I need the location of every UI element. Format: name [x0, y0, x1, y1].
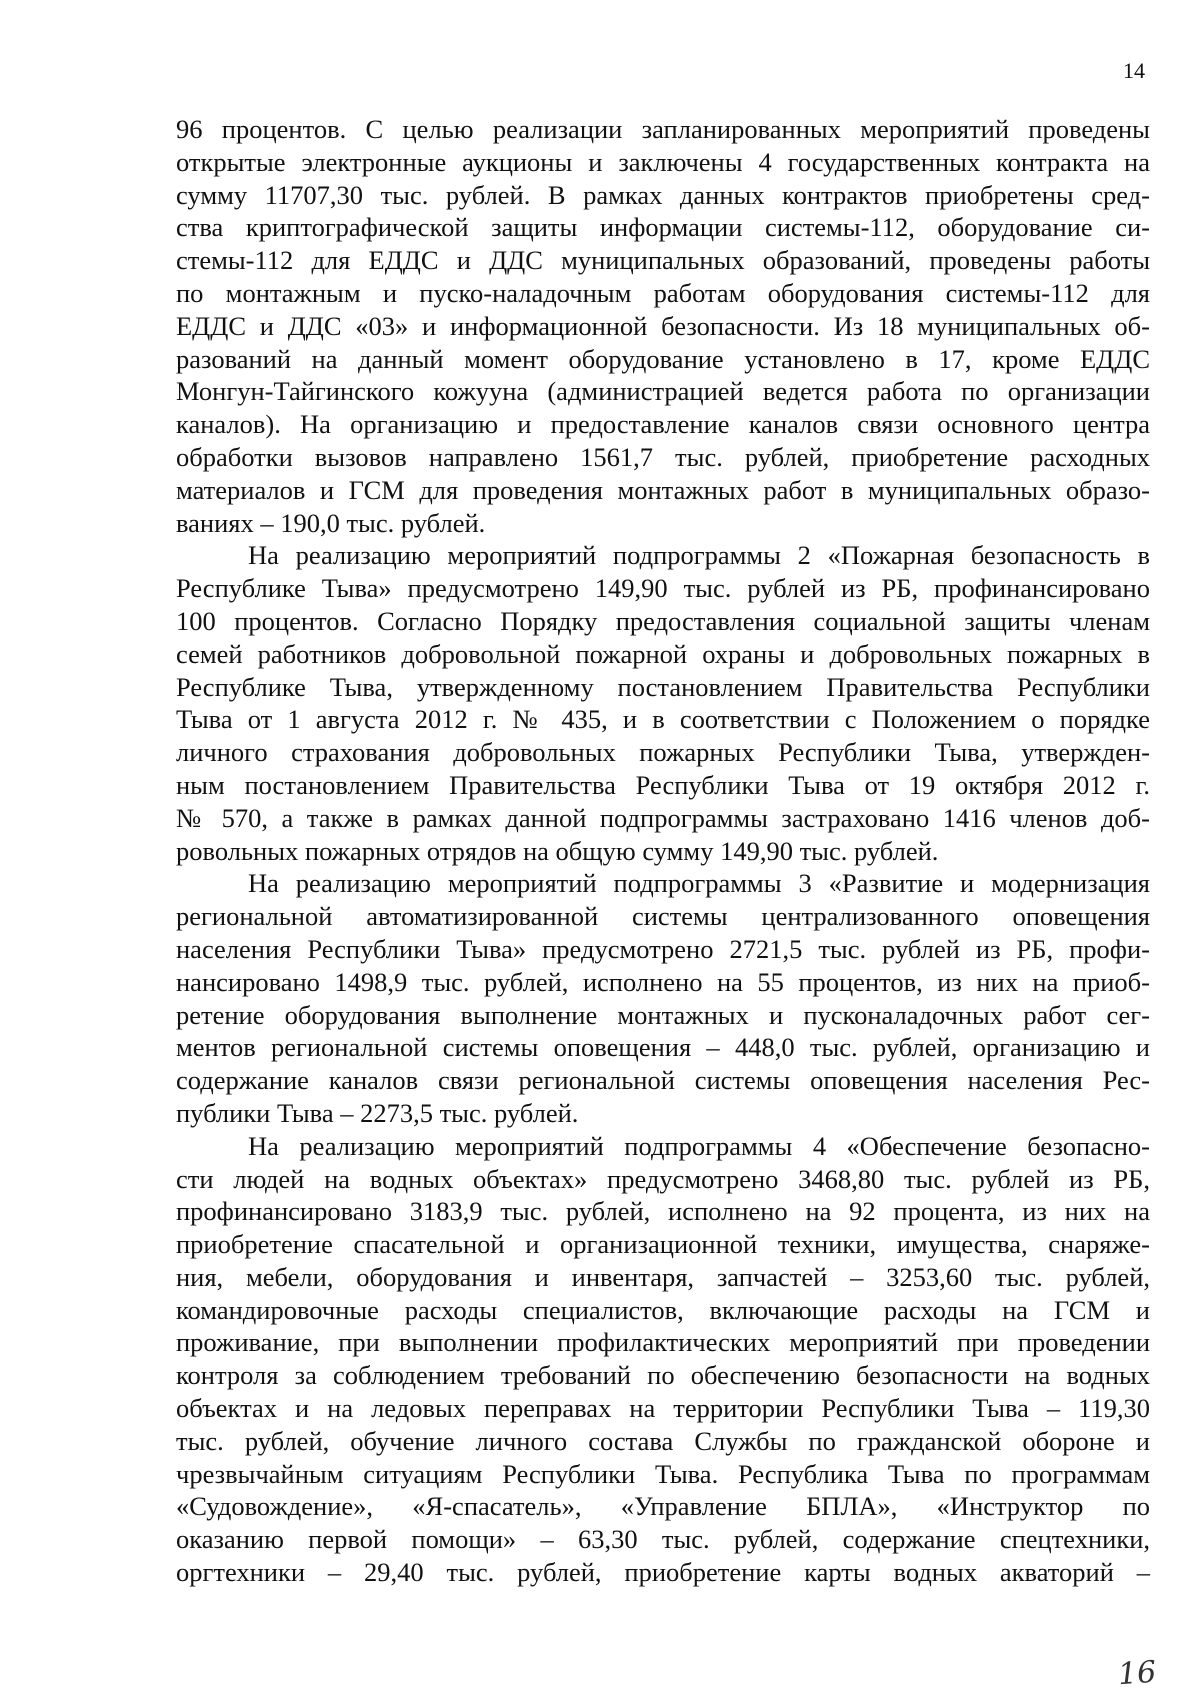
text-line: населения Республики Тыва» предусмотрено 2721,5 тыс. рублей из РБ, профи-	[176, 933, 1150, 964]
text-line: профинансировано 3183,9 тыс. рублей, исполнено на 92 процента, из них на	[176, 1196, 1150, 1227]
text-line: На реализацию мероприятий подпрограммы 3 «Развитие и модернизация	[248, 868, 1150, 899]
text-line: ства криптографической защиты информации системы-112, оборудование си-	[176, 212, 1150, 243]
text-line: стемы-112 для ЕДДС и ДДС муниципальных образований, проведены работы	[176, 245, 1150, 276]
text-line: № 570, а также в рамках данной подпрограммы застраховано 1416 членов доб-	[176, 802, 1150, 833]
text-line: проживание, при выполнении профилактических мероприятий при проведении	[176, 1327, 1150, 1358]
document-body	[176, 113, 1150, 1589]
text-line: семей работников добровольной пожарной охраны и добровольных пожарных в	[176, 638, 1150, 669]
text-line: обработки вызовов направлено 1561,7 тыс. рублей, приобретение расходных	[176, 441, 1150, 472]
text-line: ретение оборудования выполнение монтажных и пусконаладочных работ сег-	[176, 999, 1150, 1030]
paragraph	[176, 539, 1150, 867]
text-line: Монгун-Тайгинского кожууна (администрацией ведется работа по организации	[176, 376, 1150, 407]
text-line: ния, мебели, оборудования и инвентаря, запчастей – 3253,60 тыс. рублей,	[176, 1261, 1150, 1292]
text-line: «Судовождение», «Я-спасатель», «Управление БПЛА», «Инструктор по	[176, 1491, 1150, 1522]
text-line: На реализацию мероприятий подпрограммы 4 «Обеспечение безопасно-	[248, 1130, 1150, 1161]
text-line: нансировано 1498,9 тыс. рублей, исполнено на 55 процентов, из них на приоб-	[176, 966, 1150, 997]
text-line: Республике Тыва» предусмотрено 149,90 тыс. рублей из РБ, профинансировано	[176, 573, 1150, 604]
text-line: приобретение спасательной и организационной техники, имущества, снаряже-	[176, 1229, 1150, 1260]
text-line: разований на данный момент оборудование установлено в 17, кроме ЕДДС	[176, 343, 1150, 374]
text-line: содержание каналов связи региональной системы оповещения населения Рес-	[176, 1065, 1150, 1096]
text-line: На реализацию мероприятий подпрограммы 2 «Пожарная безопасность в	[248, 540, 1150, 571]
paragraph	[176, 113, 1150, 539]
text-line: региональной автоматизированной системы централизованного оповещения	[176, 901, 1150, 932]
text-line: 96 процентов. С целью реализации запланированных мероприятий проведены	[176, 114, 1150, 144]
text-line: материалов и ГСМ для проведения монтажных работ в муниципальных образо-	[176, 474, 1150, 505]
page-number: 14	[1123, 58, 1145, 83]
text-line: объектах и на ледовых переправах на территории Республики Тыва – 119,30	[176, 1393, 1150, 1424]
text-line: ваниях – 190,0 тыс. рублей.	[176, 507, 486, 538]
handwritten-page-mark: 16	[1116, 1654, 1158, 1693]
text-line: открытые электронные аукционы и заключены 4 государственных контракта на	[176, 146, 1150, 177]
paragraph	[176, 867, 1150, 1129]
text-line: личного страхования добровольных пожарных Республики Тыва, утвержден-	[176, 737, 1150, 768]
text-line: ным постановлением Правительства Республики Тыва от 19 октября 2012 г.	[176, 769, 1150, 800]
text-line: Республике Тыва, утвержденному постановлением Правительства Республики	[176, 671, 1150, 702]
text-line: публики Тыва – 2273,5 тыс. рублей.	[176, 1097, 579, 1128]
text-line: ровольных пожарных отрядов на общую сумму 149,90 тыс. рублей.	[176, 835, 939, 866]
text-line: чрезвычайным ситуациям Республики Тыва. Республика Тыва по программам	[176, 1458, 1150, 1489]
text-line: каналов). На организацию и предоставление каналов связи основного центра	[176, 409, 1150, 440]
text-line: командировочные расходы специалистов, включающие расходы на ГСМ и	[176, 1294, 1150, 1325]
text-line: оргтехники – 29,40 тыс. рублей, приобретение карты водных акваторий –	[176, 1557, 1150, 1588]
text-line: тыс. рублей, обучение личного состава Службы по гражданской обороне и	[176, 1425, 1150, 1456]
text-line: Тыва от 1 августа 2012 г. № 435, и в соответствии с Положением о порядке	[176, 704, 1150, 735]
text-line: контроля за соблюдением требований по обеспечению безопасности на водных	[176, 1360, 1150, 1391]
text-line: сти людей на водных объектах» предусмотрено 3468,80 тыс. рублей из РБ,	[176, 1163, 1150, 1194]
text-line: по монтажным и пуско-наладочным работам оборудования системы-112 для	[176, 277, 1150, 308]
text-line: ментов региональной системы оповещения – 448,0 тыс. рублей, организацию и	[176, 1032, 1150, 1063]
paragraph	[176, 1130, 1150, 1589]
text-line: сумму 11707,30 тыс. рублей. В рамках данных контрактов приобретены сред-	[176, 179, 1150, 210]
text-line: оказанию первой помощи» – 63,30 тыс. рублей, содержание спецтехники,	[176, 1524, 1150, 1555]
text-line: 100 процентов. Согласно Порядку предоставления социальной защиты членам	[176, 605, 1150, 636]
text-line: ЕДДС и ДДС «03» и информационной безопасности. Из 18 муниципальных об-	[176, 310, 1150, 341]
